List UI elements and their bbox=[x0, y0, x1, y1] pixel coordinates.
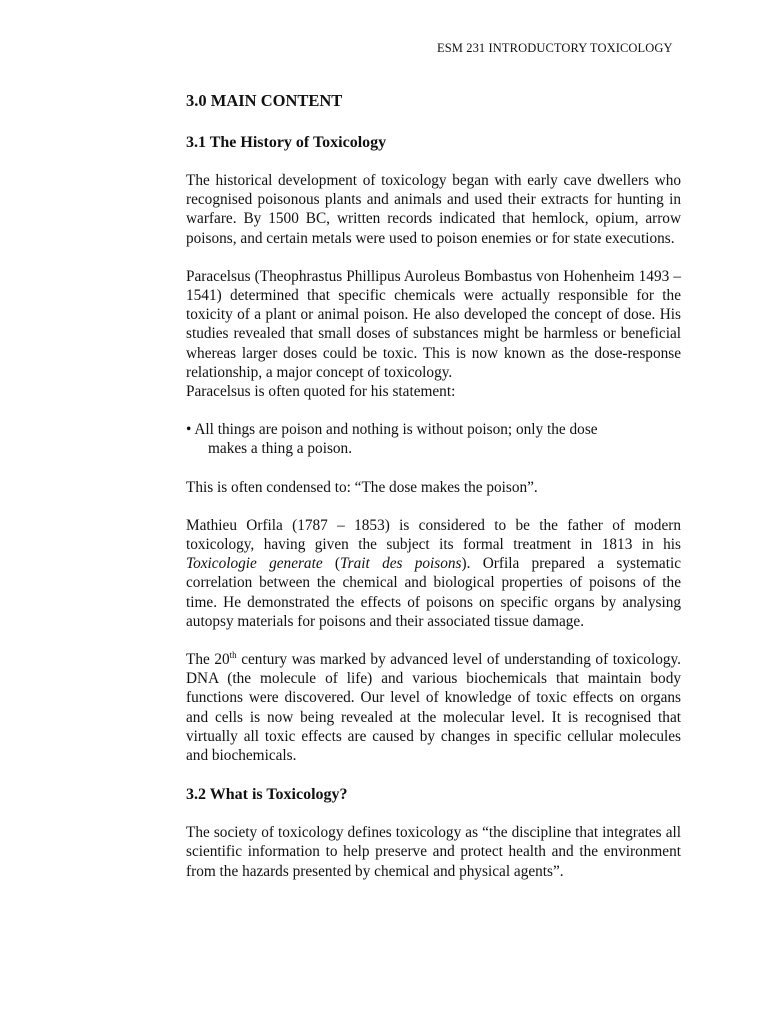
quote-bullet bbox=[186, 420, 681, 458]
running-header: ESM 231 INTRODUCTORY TOXICOLOGY bbox=[437, 41, 673, 55]
orfila-book-title: Toxicologie generate bbox=[186, 555, 323, 573]
century-text-a: The 20 bbox=[186, 651, 230, 669]
orfila-book-subtitle: Trait des poisons bbox=[340, 555, 462, 573]
section-title: 3.0 MAIN CONTENT bbox=[186, 91, 343, 110]
history-paragraph-orfila bbox=[186, 516, 681, 631]
orfila-text-c: ). Orfila prepared a systematic correlation between the chemical and biological properties of poisons of the time. He demonstrated the effects of poisons on specific organs by analysing autopsy materials for poisons and their associated tissue damage. bbox=[186, 555, 681, 630]
orfila-text-a: Mathieu Orfila (1787 – 1853) is considered to be the father of modern toxicology, having given the subject its formal treatment in 1813 in his bbox=[186, 516, 681, 554]
history-paragraph-quote-intro: Paracelsus is often quoted for his statement: bbox=[186, 383, 456, 401]
history-heading: 3.1 The History of Toxicology bbox=[186, 134, 387, 151]
bullet-text-line1: All things are poison and nothing is without poison; only the dose bbox=[194, 421, 598, 439]
whatis-heading: 3.2 What is Toxicology? bbox=[186, 786, 348, 804]
century-text-b: century was marked by advanced level of understanding of toxicology. DNA (the molecule of life) and various biochemicals that maintain body functions were discovered. Our level of knowledge of toxic effects on organs and cells is now being revealed at the molecular level. It is recognised that virtually all toxic effects are caused by changes in specific cellular molecules and biochemicals. bbox=[186, 651, 681, 765]
bullet-marker: • bbox=[186, 421, 192, 439]
history-paragraph-paracelsus: Paracelsus (Theophrastus Phillipus Auroleus Bombastus von Hohenheim 1493 – 1541) determined that specific chemicals were actually responsible for the toxicity of a plant or animal poison. He also developed the concept of dose. His studies revealed that small doses of substances might be harmless or beneficial whereas larger doses could be toxic. This is now known as the dose-response relationship, a major concept of toxicology. bbox=[186, 267, 681, 381]
history-paragraph-origins: The historical development of toxicology began with early cave dwellers who recognised poisonous plants and animals and used their extracts for hunting in warfare. By 1500 BC, written records indicated that hemlock, opium, arrow poisons, and certain metals were used to poison enemies or for state executions. bbox=[186, 172, 681, 247]
orfila-text-b: ( bbox=[322, 555, 341, 573]
history-paragraph-20th-century bbox=[186, 650, 681, 765]
page-body bbox=[186, 90, 681, 900]
bullet-text-line2: makes a thing a poison. bbox=[208, 440, 353, 458]
century-superscript: th bbox=[229, 649, 237, 660]
whatis-paragraph-definition: The society of toxicology defines toxicology as “the discipline that integrates all scientific information to help preserve and protect health and the environment from the hazards presented by chemical and physical agents”. bbox=[186, 824, 681, 880]
history-paragraph-condensed: This is often condensed to: “The dose makes the poison”. bbox=[186, 478, 538, 496]
